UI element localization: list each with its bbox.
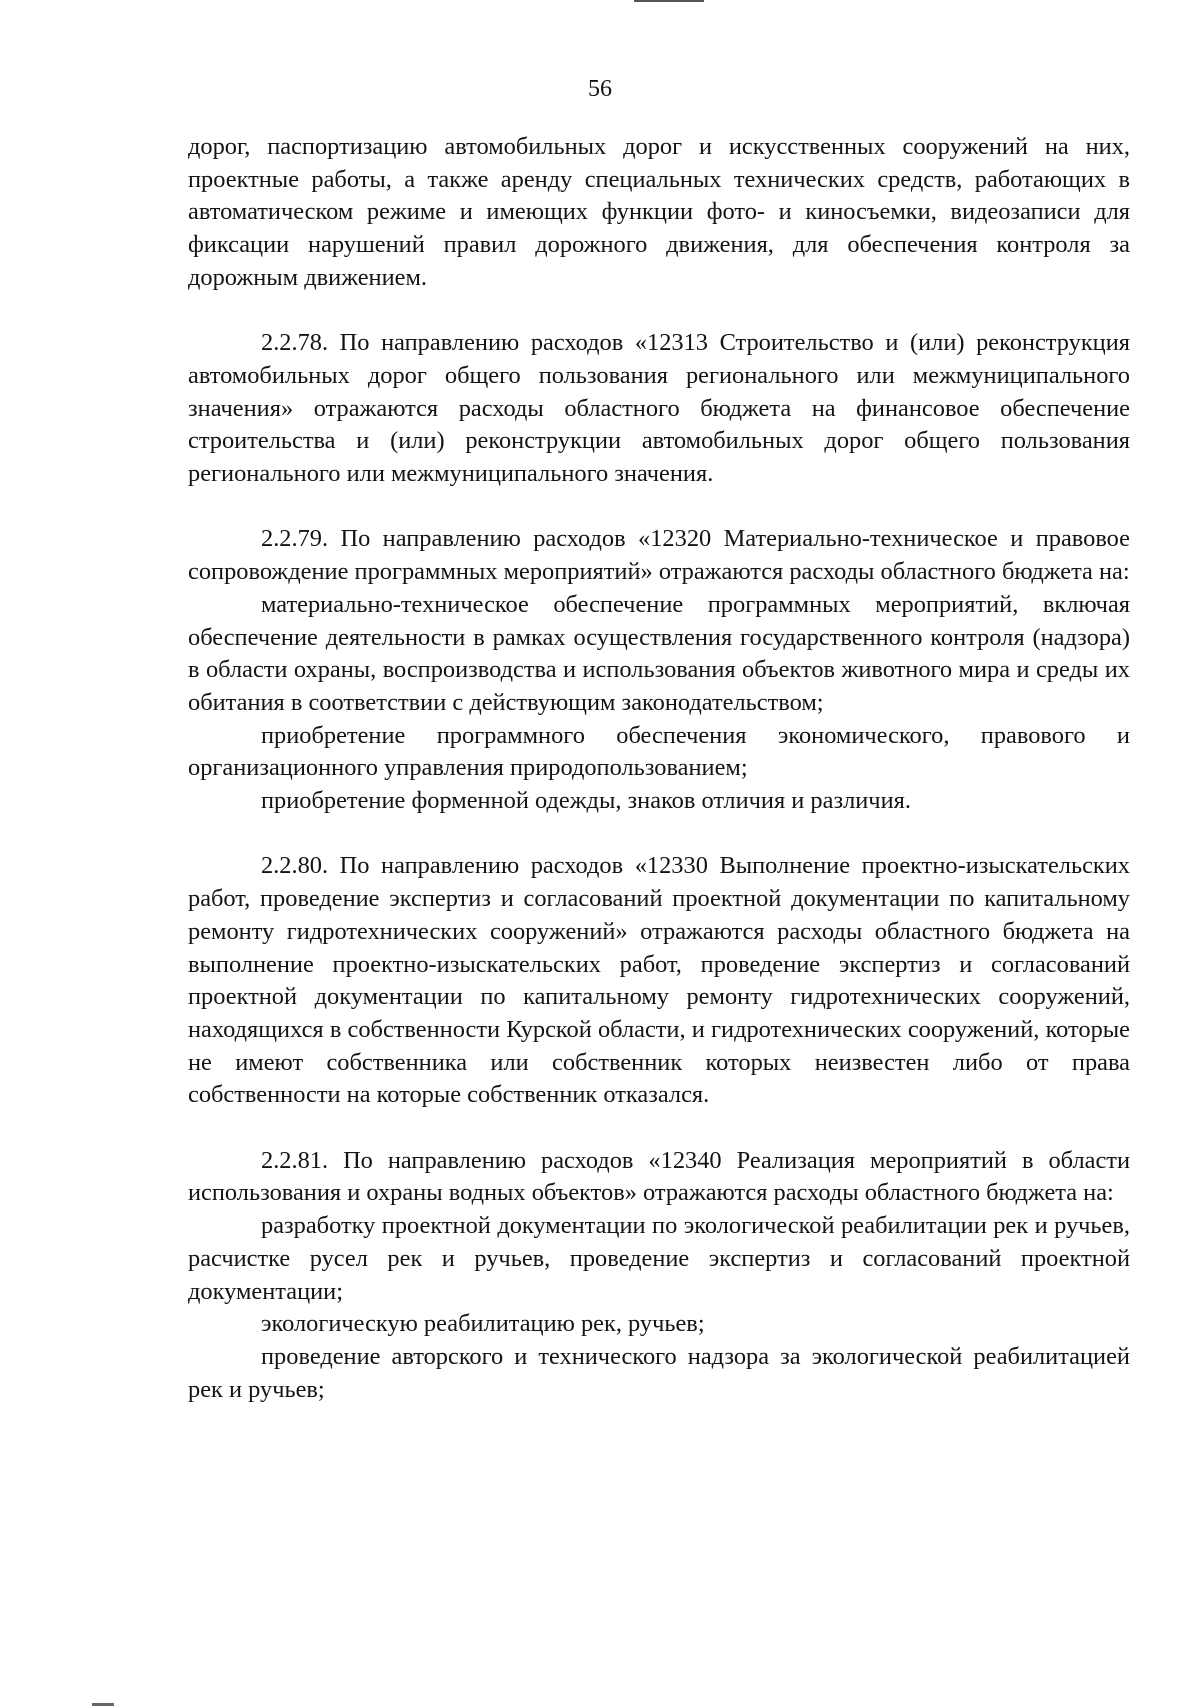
paragraph-continuation: дорог, паспортизацию автомобильных дорог и искусственных сооружений на них, проектные работы, а также аренду специальных технических средств, работающих в автоматическом режиме и имеющих функции фото- и киносъемки, видеозаписи для фиксации нарушений правил дорожного движения, для обеспечения контроля за дорожным движением. — [188, 133, 1130, 291]
paragraph-2-2-79: 2.2.79. По направлению расходов «12320 Материально-техническое и правовое сопровождение программных мероприятий» отражаются расходы областного бюджета на: — [188, 525, 1130, 586]
list-item-uniforms: приобретение форменной одежды, знаков отличия и различия. — [261, 787, 911, 815]
document-body — [188, 131, 1130, 1406]
page-number: 56 — [588, 76, 612, 102]
list-item-supervision: проведение авторского и технического надзора за экологической реабилитацией рек и ручьев; — [188, 1342, 1130, 1403]
list-item-rehabilitation: экологическую реабилитацию рек, ручьев; — [261, 1310, 705, 1338]
paragraph-2-2-81: 2.2.81. По направлению расходов «12340 Реализация мероприятий в области использования и охраны водных объектов» отражаются расходы областного бюджета на: — [188, 1146, 1130, 1207]
scan-edge-mark-bottom — [92, 1703, 114, 1706]
scan-edge-mark — [634, 0, 704, 2]
paragraph-2-2-80: 2.2.80. По направлению расходов «12330 Выполнение проектно-изыскательских работ, проведение экспертиз и согласований проектной документации по капитальному ремонту гидротехнических сооружений» отражаются расходы областного бюджета на выполнение проектно-изыскательских работ, проведение экспертиз и согласований проектной документации по капитальному ремонту гидротехнических сооружений, находящихся в собственности Курской области, и гидротехнических сооружений, которые не имеют собственника или собственник которых неизвестен либо от права собственности на которые собственник отказался. — [188, 852, 1130, 1109]
paragraph-2-2-78: 2.2.78. По направлению расходов «12313 Строительство и (или) реконструкция автомобильных дорог общего пользования регионального или межмуниципального значения» отражаются расходы областного бюджета на финансовое обеспечение строительства и (или) реконструкции автомобильных дорог общего пользования регионального или межмуниципального значения. — [188, 329, 1130, 488]
list-item-software: приобретение программного обеспечения экономического, правового и организационного управления природопользованием; — [188, 721, 1130, 782]
list-item-project-documentation: разработку проектной документации по экологической реабилитации рек и ручьев, расчистке русел рек и ручьев, проведение экспертиз и согласований проектной документации; — [188, 1212, 1130, 1305]
list-item-material-support: материально-техническое обеспечение программных мероприятий, включая обеспечение деятельности в рамках осуществления государственного контроля (надзора) в области охраны, воспроизводства и использования объектов животного мира и среды их обитания в соответствии с действующим законодательством; — [188, 590, 1130, 716]
